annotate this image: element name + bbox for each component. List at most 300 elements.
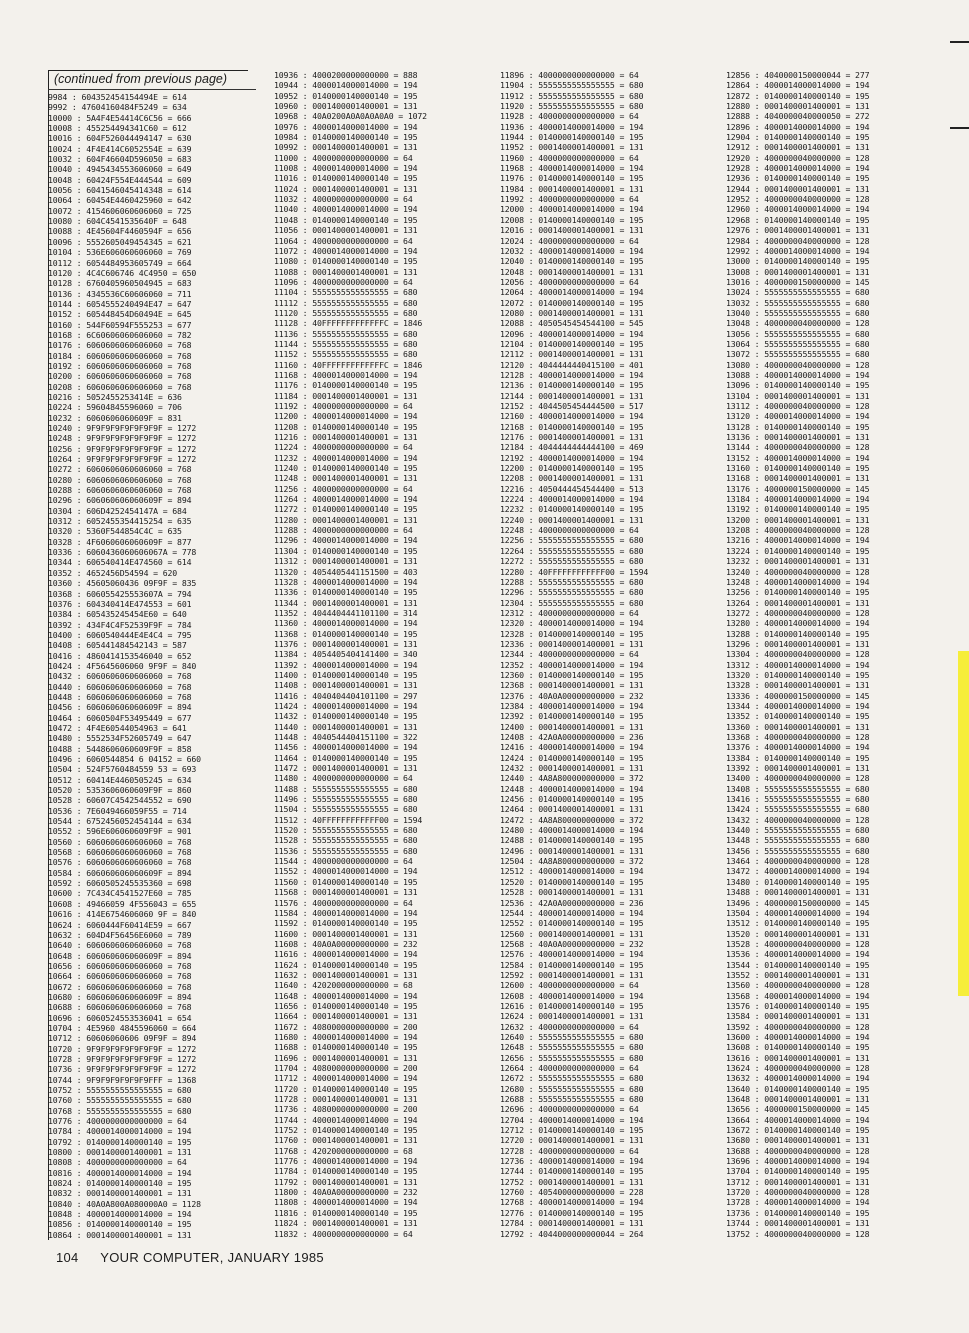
listing-line: 12032 : 4000014000014000 = 194: [500, 245, 644, 256]
listing-line: 13152 : 4000014000014000 = 194: [726, 452, 870, 463]
listing-line: 13368 : 4000000040000000 = 128: [726, 732, 870, 742]
listing-line: 11560 : 0140000140000140 = 195: [274, 876, 418, 887]
listing-line: 10568 : 6060606060606060 = 768: [48, 847, 192, 858]
listing-line: 12272 : 5555555555555555 = 680: [500, 556, 644, 567]
listing-line: 12928 : 4000014000014000 = 194: [726, 163, 870, 174]
listing-line: 11968 : 4000014000014000 = 194: [500, 163, 644, 174]
listing-line: 10216 : 5052455253414E = 636: [48, 391, 182, 402]
listing-line: 12064 : 4000014000014000 = 194: [500, 287, 644, 298]
listing-line: 13344 : 4000014000014000 = 194: [726, 700, 870, 711]
listing-line: 13576 : 0140000140000140 = 195: [726, 1000, 870, 1011]
listing-line: 10088 : 4E45604F4460594F = 656: [48, 226, 192, 237]
listing-line: 12296 : 5555555555555555 = 680: [500, 587, 644, 598]
listing-line: 10016 : 604F526044494147 = 630: [48, 133, 192, 144]
listing-line: 13208 : 4000000040000000 = 128: [726, 525, 870, 536]
listing-line: 13512 : 0140000140000140 = 195: [726, 918, 870, 929]
listing-line: 10712 : 60606060606 09F9F = 894: [48, 1033, 197, 1044]
listing-line: 13400 : 4000000040000000 = 128: [726, 773, 870, 784]
page-footer: [56, 1250, 342, 1265]
listing-line: 12776 : 0140000140000140 = 195: [500, 1207, 644, 1218]
listing-line: 12480 : 4000014000014000 = 194: [500, 825, 644, 836]
listing-line: 12952 : 4000000040000000 = 128: [726, 194, 870, 205]
listing-line: 12680 : 5555555555555555 = 680: [500, 1083, 644, 1094]
listing-line: 12440 : 4A8A800000000000 = 372: [500, 773, 644, 784]
listing-line: 10256 : 9F9F9F9F9F9F9F9F = 1272: [48, 443, 197, 454]
listing-line: 10040 : 4945434553606060 = 649: [48, 164, 192, 175]
listing-line: 12072 : 0140000140000140 = 195: [500, 297, 644, 308]
listing-line: 10144 : 6054555240494E47 = 647: [48, 298, 192, 309]
listing-line: 13680 : 0001400001400001 = 131: [726, 1135, 870, 1146]
listing-line: 11032 : 4000000000000000 = 64: [274, 194, 413, 205]
listing-line: 12656 : 5555555555555555 = 680: [500, 1052, 644, 1063]
listing-line: 10952 : 0140000140000140 = 195: [274, 90, 418, 101]
listing-line: 10592 : 6060505245535360 = 698: [48, 878, 192, 889]
listing-line: 13072 : 5555555555555555 = 680: [726, 349, 870, 360]
listing-line: 13472 : 4000014000014000 = 194: [726, 866, 870, 877]
listing-line: 12432 : 0001400001400001 = 131: [500, 763, 644, 774]
listing-line: 10640 : 6060606060606060 = 768: [48, 940, 192, 951]
listing-line: 11920 : 5555555555555555 = 680: [500, 101, 644, 112]
listing-line: 10544 : 6752456052454144 = 634: [48, 816, 192, 827]
listing-line: 12152 : 4044505454444500 = 517: [500, 401, 644, 411]
listing-line: 11200 : 4000014000014000 = 194: [274, 411, 418, 422]
listing-line: 11952 : 0001400001400001 = 131: [500, 142, 644, 153]
listing-line: 10992 : 0001400001400001 = 131: [274, 142, 418, 153]
listing-line: 12080 : 0001400001400001 = 131: [500, 307, 644, 318]
listing-line: 13416 : 5555555555555555 = 680: [726, 794, 870, 805]
listing-line: 13456 : 5555555555555555 = 680: [726, 845, 870, 856]
listing-line: 10488 : 5448606060609F9F = 858: [48, 743, 192, 754]
listing-line: 10608 : 49466059 4F556043 = 655: [48, 898, 197, 909]
listing-line: 10832 : 0001400001400001 = 131: [48, 1188, 192, 1199]
listing-line: 12616 : 0140000140000140 = 195: [500, 1000, 644, 1011]
listing-line: 12352 : 4000014000014000 = 194: [500, 659, 644, 670]
listing-line: 12536 : 42A0A00000000000 = 236: [500, 897, 644, 908]
listing-line: 10056 : 6041546045414348 = 614: [48, 185, 192, 196]
listing-line: 13392 : 0001400001400001 = 131: [726, 763, 870, 774]
listing-line: 12144 : 0001400001400001 = 131: [500, 390, 644, 401]
listing-line: 12984 : 4000000040000000 = 128: [726, 235, 870, 246]
listing-line: 13272 : 4000000040000000 = 128: [726, 607, 870, 618]
listing-line: 10840 : 40A0A800A080000A0 = 1128: [48, 1198, 201, 1209]
listing-line: 12608 : 4000014000014000 = 194: [500, 990, 644, 1001]
listing-line: 13360 : 0001400001400001 = 131: [726, 721, 870, 732]
listing-line: 13384 : 0140000140000140 = 195: [726, 752, 870, 763]
listing-line: 13080 : 4000000040000000 = 128: [726, 359, 870, 370]
listing-line: 10728 : 9F9F9F9F9F9F9F9F = 1272: [48, 1053, 197, 1064]
listing-line: 12464 : 0001400001400001 = 131: [500, 804, 644, 815]
listing-line: 10600 : 7C434C4541527E60 = 785: [48, 888, 192, 899]
listing-line: 10984 : 0140000140000140 = 195: [274, 132, 418, 143]
listing-line: 11720 : 0140000140000140 = 195: [274, 1083, 418, 1094]
listing-line: 13688 : 4000000040000000 = 128: [726, 1145, 870, 1156]
listing-line: 10656 : 6060606060606060 = 768: [48, 960, 192, 971]
continued-header: (continued from previous page): [48, 70, 256, 90]
listing-lines: [274, 70, 482, 1240]
listing-line: 12544 : 4000014000014000 = 194: [500, 907, 644, 918]
listing-line: 9992 : 47604160484F5249 = 634: [48, 102, 187, 113]
listing-line: 13560 : 4000000040000000 = 128: [726, 980, 870, 991]
listing-line: 13216 : 4000014000014000 = 194: [726, 535, 870, 546]
listing-line: 10064 : 60454E4460425960 = 642: [48, 195, 192, 206]
listing-page: [48, 70, 918, 1240]
listing-line: 12512 : 4000014000014000 = 194: [500, 866, 644, 877]
listing-line: [274, 1239, 482, 1240]
listing-line: 11024 : 0001400001400001 = 131: [274, 183, 418, 194]
page-edge-tick: [950, 127, 969, 129]
listing-line: 12408 : 42A0A00000000000 = 236: [500, 732, 644, 742]
listing-line: 13256 : 0140000140000140 = 195: [726, 587, 870, 598]
listing-line: 11712 : 4000014000014000 = 194: [274, 1073, 418, 1084]
listing-line: 11496 : 5555555555555555 = 680: [274, 794, 418, 805]
listing-line: 11976 : 0140000140000140 = 195: [500, 173, 644, 184]
listing-line: 13744 : 0001400001400001 = 131: [726, 1218, 870, 1229]
listing-line: 13024 : 5555555555555555 = 680: [726, 287, 870, 298]
listing-line: 12792 : 4044000000000044 = 264: [500, 1228, 644, 1239]
listing-line: 12392 : 0140000140000140 = 195: [500, 711, 644, 722]
listing-line: 11800 : 40A0A00000000000 = 232: [274, 1187, 418, 1198]
listing-line: 11352 : 4044404441101100 = 314: [274, 607, 418, 618]
listing-line: 11008 : 4000014000014000 = 194: [274, 163, 418, 174]
listing-line: 10000 : 5A4F4E54414C6C56 = 666: [48, 112, 192, 123]
listing-line: 10808 : 4000000000000000 = 64: [48, 1157, 187, 1168]
listing-line: 10104 : 536E606060606060 = 769: [48, 247, 192, 258]
listing-line: 13624 : 4000000040000000 = 128: [726, 1063, 870, 1073]
listing-line: 11360 : 4000014000014000 = 194: [274, 618, 418, 629]
listing-line: 11280 : 0001400001400001 = 131: [274, 514, 418, 525]
listing-line: 13640 : 0140000140000140 = 195: [726, 1083, 870, 1094]
page-number: 104: [56, 1250, 79, 1265]
listing-line: 10208 : 6060606060606060 = 768: [48, 381, 192, 392]
listing-line: 12000 : 4000014000014000 = 194: [500, 204, 644, 215]
listing-line: 11408 : 0001400001400001 = 131: [274, 680, 418, 691]
listing-line: 11592 : 0140000140000140 = 195: [274, 918, 418, 929]
listing-line: 12416 : 4000014000014000 = 194: [500, 742, 644, 753]
listing-line: 11904 : 5555555555555555 = 680: [500, 80, 644, 91]
listing-line: 10344 : 606540414E474560 = 614: [48, 557, 192, 568]
listing-line: 10080 : 604C4541535640F = 648: [48, 216, 187, 227]
listing-line: 13696 : 4000014000014000 = 194: [726, 1156, 870, 1167]
listing-line: 10816 : 4000014000014000 = 194: [48, 1167, 192, 1178]
listing-line: 13048 : 4000000040000000 = 128: [726, 318, 870, 329]
listing-line: 12384 : 4000014000014000 = 194: [500, 700, 644, 711]
listing-line: 10520 : 5353606060609F9F = 860: [48, 785, 192, 796]
listing-line: 12712 : 0140000140000140 = 195: [500, 1125, 644, 1136]
listing-line: 11440 : 0001400001400001 = 131: [274, 721, 418, 732]
listing-line: 12760 : 4054000000000000 = 228: [500, 1187, 644, 1198]
listing-line: 13192 : 0140000140000140 = 195: [726, 504, 870, 515]
listing-line: 12200 : 0140000140000140 = 195: [500, 463, 644, 474]
listing-line: 10200 : 6060606060606060 = 768: [48, 371, 192, 382]
listing-line: 13648 : 0001400001400001 = 131: [726, 1094, 870, 1105]
listing-line: 10240 : 9F9F9F9F9F9F9F9F = 1272: [48, 423, 197, 433]
listing-line: 12744 : 0140000140000140 = 195: [500, 1166, 644, 1177]
listing-line: 10480 : 5552534F52605749 = 647: [48, 733, 192, 744]
listing-line: 10664 : 6060606060606060 = 768: [48, 971, 192, 982]
listing-line: 12672 : 5555555555555555 = 680: [500, 1073, 644, 1084]
listing-line: 10856 : 0140000140000140 = 195: [48, 1219, 192, 1230]
listing-line: 11632 : 0001400001400001 = 131: [274, 969, 418, 980]
listing-line: 11912 : 5555555555555555 = 680: [500, 90, 644, 101]
listing-line: 11040 : 4000014000014000 = 194: [274, 204, 418, 215]
listing-line: 13200 : 0001400001400001 = 131: [726, 514, 870, 525]
listing-line: 13552 : 0001400001400001 = 131: [726, 969, 870, 980]
listing-line: 10168 : 6C60606060606060 = 782: [48, 329, 192, 340]
listing-line: 12904 : 0140000140000140 = 195: [726, 132, 870, 143]
listing-line: 10336 : 6060436060606067A = 778: [48, 547, 197, 558]
listing-line: 13464 : 4000000040000000 = 128: [726, 856, 870, 867]
listing-line: 12944 : 0001400001400001 = 131: [726, 183, 870, 194]
listing-line: 11552 : 4000014000014000 = 194: [274, 866, 418, 877]
listing-line: 10120 : 4C4C606746 4C4950 = 650: [48, 267, 197, 278]
listing-line: 12488 : 0140000140000140 = 195: [500, 835, 644, 846]
listing-line: 13232 : 0001400001400001 = 131: [726, 556, 870, 567]
listing-line: 12632 : 4000000000000000 = 64: [500, 1021, 639, 1032]
listing-line: 11376 : 0001400001400001 = 131: [274, 638, 418, 649]
listing-line: 12664 : 4000000000000000 = 64: [500, 1063, 639, 1073]
listing-line: 11144 : 5555555555555555 = 680: [274, 338, 418, 349]
listing-line: 13264 : 0001400001400001 = 131: [726, 597, 870, 608]
listing-column-4: [726, 70, 934, 1240]
listing-line: 11192 : 4000000000000000 = 64: [274, 401, 413, 411]
listing-line: 13352 : 0140000140000140 = 195: [726, 711, 870, 722]
listing-line: 10296 : 606060606060609F = 894: [48, 495, 192, 506]
listing-line: 10976 : 4000014000014000 = 194: [274, 121, 418, 132]
listing-line: 9984 : 604352454154494E = 614: [48, 92, 187, 102]
listing-line: 13584 : 0001400001400001 = 131: [726, 1011, 870, 1022]
listing-line: 10528 : 60607C4542544552 = 690: [48, 795, 192, 806]
listing-line: 11304 : 0140000140000140 = 195: [274, 545, 418, 556]
listing-line: 10504 : 524F5760484559 53 = 693: [48, 764, 197, 775]
listing-line: 12496 : 0001400001400001 = 131: [500, 845, 644, 856]
listing-line: 13000 : 0140000140000140 = 195: [726, 256, 870, 267]
listing-line: 13176 : 4000000150000000 = 145: [726, 483, 870, 494]
listing-line: 11640 : 4202000000000000 = 68: [274, 980, 413, 991]
listing-line: 10752 : 5555555555555555 = 680: [48, 1085, 192, 1095]
listing-line: 13160 : 0140000140000140 = 195: [726, 463, 870, 474]
listing-line: 13280 : 4000014000014000 = 194: [726, 618, 870, 629]
listing-line: 10456 : 606060606060609F = 894: [48, 702, 192, 713]
listing-line: 11768 : 4202000000000000 = 68: [274, 1145, 413, 1156]
listing-line: 11312 : 0001400001400001 = 131: [274, 556, 418, 567]
listing-line: 11152 : 5555555555555555 = 680: [274, 349, 418, 360]
listing-line: 10824 : 0140000140000140 = 195: [48, 1178, 192, 1189]
listing-line: 11680 : 4000014000014000 = 194: [274, 1031, 418, 1042]
listing-line: 13712 : 0001400001400001 = 131: [726, 1176, 870, 1187]
listing-line: 12704 : 4000014000014000 = 194: [500, 1114, 644, 1125]
listing-line: 12872 : 0140000140000140 = 195: [726, 90, 870, 101]
listing-line: 13440 : 5555555555555555 = 680: [726, 825, 870, 836]
listing-line: 10672 : 6060606060606060 = 768: [48, 981, 192, 992]
listing-line: 11808 : 4000014000014000 = 194: [274, 1197, 418, 1208]
listing-line: 12560 : 0001400001400001 = 131: [500, 928, 644, 939]
listing-line: 10272 : 6060606060606060 = 768: [48, 464, 192, 475]
listing-line: 11688 : 0140000140000140 = 195: [274, 1042, 418, 1053]
listing-line: 13664 : 4000014000014000 = 194: [726, 1114, 870, 1125]
listing-line: 13328 : 0001400001400001 = 131: [726, 680, 870, 691]
listing-line: 11648 : 4000014000014000 = 194: [274, 990, 418, 1001]
listing-line: 11168 : 4000014000014000 = 194: [274, 369, 418, 380]
listing-line: 12552 : 0140000140000140 = 195: [500, 918, 644, 929]
listing-line: 10400 : 6060540444E4E4C4 = 795: [48, 629, 192, 640]
listing-line: 13144 : 4000000040000000 = 128: [726, 442, 870, 453]
listing-line: 10328 : 4F6060606060609F = 877: [48, 536, 192, 547]
listing-line: 13488 : 0001400001400001 = 131: [726, 887, 870, 898]
listing-line: 10032 : 604F46604D596050 = 683: [48, 154, 192, 165]
listing-line: 11816 : 0140000140000140 = 195: [274, 1207, 418, 1218]
listing-line: 12736 : 4000014000014000 = 194: [500, 1156, 644, 1167]
listing-line: 11672 : 4080000000000000 = 200: [274, 1021, 418, 1032]
listing-line: 10576 : 6060606060606060 = 768: [48, 857, 192, 868]
listing-line: 13448 : 5555555555555555 = 680: [726, 835, 870, 846]
listing-line: 10160 : 544F60594F555253 = 677: [48, 319, 192, 330]
listing-line: 13056 : 5555555555555555 = 680: [726, 328, 870, 339]
listing-line: 11104 : 5555555555555555 = 680: [274, 287, 418, 298]
listing-line: 13504 : 4000014000014000 = 194: [726, 907, 870, 918]
listing-line: 13592 : 4000000040000000 = 128: [726, 1021, 870, 1032]
listing-line: 12752 : 0001400001400001 = 131: [500, 1176, 644, 1187]
listing-line: 12336 : 0001400001400001 = 131: [500, 638, 644, 649]
listing-line: 12320 : 4000014000014000 = 194: [500, 618, 644, 629]
listing-line: 13128 : 0140000140000140 = 195: [726, 421, 870, 432]
listing-line: 13304 : 4000000040000000 = 128: [726, 649, 870, 660]
listing-line: 11824 : 0001400001400001 = 131: [274, 1218, 418, 1229]
listing-line: 13728 : 4000014000014000 = 194: [726, 1197, 870, 1208]
listing-line: 12176 : 0001400001400001 = 131: [500, 432, 644, 443]
listing-line: 11240 : 0140000140000140 = 195: [274, 463, 418, 474]
listing-line: 11344 : 0001400001400001 = 131: [274, 597, 418, 608]
listing-line: 11232 : 4000014000014000 = 194: [274, 452, 418, 463]
listing-line: 10152 : 605448454D60494E = 645: [48, 309, 192, 320]
listing-line: 11992 : 4000000000000000 = 64: [500, 194, 639, 205]
listing-line: 12968 : 0140000140000140 = 195: [726, 214, 870, 225]
listing-line: 13496 : 4000000150000000 = 145: [726, 897, 870, 908]
listing-line: 11424 : 4000014000014000 = 194: [274, 700, 418, 711]
listing-line: 10136 : 4345536C60606060 = 711: [48, 288, 192, 299]
listing-lines: [500, 70, 708, 1240]
listing-line: 11576 : 4000000000000000 = 64: [274, 897, 413, 908]
listing-line: 10760 : 5555555555555555 = 680: [48, 1095, 192, 1106]
listing-line: 13568 : 4000014000014000 = 194: [726, 990, 870, 1001]
listing-line: 13656 : 4000000150000000 = 145: [726, 1104, 870, 1115]
listing-line: 11736 : 4080000000000000 = 200: [274, 1104, 418, 1115]
listing-line: 12568 : 40A0A00000000000 = 232: [500, 938, 644, 949]
listing-line: 11944 : 0140000140000140 = 195: [500, 132, 644, 143]
listing-line: 13600 : 4000014000014000 = 194: [726, 1031, 870, 1042]
listing-line: 10784 : 4000014000014000 = 194: [48, 1126, 192, 1137]
listing-line: 12888 : 4040000040000050 = 272: [726, 111, 870, 122]
listing-line: 11216 : 0001400001400001 = 131: [274, 432, 418, 443]
listing-line: 12088 : 4050545454544100 = 545: [500, 318, 644, 329]
listing-line: 11184 : 0001400001400001 = 131: [274, 390, 418, 401]
listing-line: 11760 : 0001400001400001 = 131: [274, 1135, 418, 1146]
listing-line: 13040 : 5555555555555555 = 680: [726, 307, 870, 318]
listing-line: 10464 : 6060504F53495449 = 677: [48, 712, 192, 723]
listing-line: 11480 : 4000000000000000 = 64: [274, 773, 413, 784]
listing-line: 11504 : 5555555555555555 = 680: [274, 804, 418, 815]
listing-line: 12256 : 5555555555555555 = 680: [500, 535, 644, 546]
listing-line: 10448 : 6060606060606060 = 768: [48, 691, 192, 702]
listing-line: 10768 : 5555555555555555 = 680: [48, 1105, 192, 1116]
listing-line: 11984 : 0001400001400001 = 131: [500, 183, 644, 194]
listing-line: 12880 : 0001400001400001 = 131: [726, 101, 870, 112]
listing-line: 10192 : 6060606060606060 = 768: [48, 360, 192, 371]
listing-line: 10648 : 606060606060609F = 894: [48, 950, 192, 961]
listing-line: 12112 : 0001400001400001 = 131: [500, 349, 644, 360]
listing-line: 10264 : 9F9F9F9F9F9F9F9F = 1272: [48, 454, 197, 465]
listing-line: 13008 : 0001400001400001 = 131: [726, 266, 870, 277]
listing-line: 10680 : 606060606060609F = 894: [48, 991, 192, 1002]
listing-line: 10416 : 4860414153546040 = 652: [48, 650, 192, 661]
listing-line: 11048 : 0140000140000140 = 195: [274, 214, 418, 225]
listing-line: 11056 : 0001400001400001 = 131: [274, 225, 418, 236]
listing-line: 11296 : 4000014000014000 = 194: [274, 535, 418, 546]
listing-line: 11832 : 4000000000000000 = 64: [274, 1228, 413, 1239]
listing-line: 11336 : 0140000140000140 = 195: [274, 587, 418, 598]
listing-line: 10312 : 6052455354415254 = 635: [48, 516, 192, 527]
listing-line: 10512 : 60414E4460505245 = 634: [48, 774, 192, 785]
listing-line: 10408 : 605441484542143 = 587: [48, 640, 187, 651]
listing-line: 10232 : 6060606060609F = 831: [48, 412, 182, 423]
listing-line: 12720 : 0001400001400001 = 131: [500, 1135, 644, 1146]
listing-line: 12048 : 0001400001400001 = 131: [500, 266, 644, 277]
page-edge-tick: [950, 41, 969, 43]
listing-line: 11512 : 40FFFFFFFFFFFF00 = 1594: [274, 814, 423, 825]
listing-line: 11080 : 0140000140000140 = 195: [274, 256, 418, 267]
listing-line: 11616 : 4000014000014000 = 194: [274, 949, 418, 960]
listing-line: 12976 : 0001400001400001 = 131: [726, 225, 870, 236]
listing-line: 12368 : 0001400001400001 = 131: [500, 680, 644, 691]
listing-line: 10552 : 596E606060609F9F = 901: [48, 826, 192, 837]
listing-line: 10584 : 606060606060609F = 894: [48, 867, 192, 878]
listing-line: 10624 : 6060444F60414E59 = 667: [48, 919, 192, 930]
listing-line: 12104 : 0140000140000140 = 195: [500, 338, 644, 349]
listing-line: 10944 : 4000014000014000 = 194: [274, 80, 418, 91]
listing-line: 12160 : 4000014000014000 = 194: [500, 411, 644, 422]
listing-line: 12136 : 0140000140000140 = 195: [500, 380, 644, 391]
listing-line: 12648 : 5555555555555555 = 680: [500, 1042, 644, 1053]
listing-line: 12056 : 4000000000000000 = 64: [500, 276, 639, 287]
listing-column-3: [500, 70, 708, 1240]
listing-line: 11936 : 4000014000014000 = 194: [500, 121, 644, 132]
listing-line: 13184 : 4000014000014000 = 194: [726, 494, 870, 505]
listing-line: 13480 : 0140000140000140 = 195: [726, 876, 870, 887]
listing-line: 12096 : 4000014000014000 = 194: [500, 328, 644, 339]
listing-line: 13424 : 5555555555555555 = 680: [726, 804, 870, 815]
listing-line: 13296 : 0001400001400001 = 131: [726, 638, 870, 649]
listing-line: 12448 : 4000014000014000 = 194: [500, 783, 644, 794]
listing-line: 11096 : 4000000000000000 = 64: [274, 276, 413, 287]
listing-line: 12280 : 40FFFFFFFFFFFF00 = 1594: [500, 566, 649, 577]
listing-line: 10776 : 4000000000000000 = 64: [48, 1116, 187, 1127]
listing-line: 11704 : 4080000000000000 = 200: [274, 1063, 418, 1073]
listing-line: 11136 : 5555555555555555 = 680: [274, 328, 418, 339]
listing-line: 12696 : 4000000000000000 = 64: [500, 1104, 639, 1115]
listing-line: 12120 : 4044444440415100 = 401: [500, 359, 644, 370]
listing-line: 12864 : 4000014000014000 = 194: [726, 80, 870, 91]
listing-line: 13016 : 4000000150000000 = 145: [726, 276, 870, 287]
listing-line: 13136 : 0001400001400001 = 131: [726, 432, 870, 443]
listing-line: 10440 : 6060606060606060 = 768: [48, 681, 192, 692]
listing-line: 12856 : 4040000150000044 = 277: [726, 70, 870, 80]
listing-line: 10360 : 45605060436 09F9F = 835: [48, 578, 197, 589]
listing-line: 11384 : 4054405404141400 = 340: [274, 649, 418, 660]
listing-line: 10392 : 434F4C4F52539F9F = 784: [48, 619, 192, 630]
listing-line: 10744 : 9F9F9F9F9F9F9FFF = 1368: [48, 1074, 197, 1085]
listing-line: 11456 : 4000014000014000 = 194: [274, 742, 418, 753]
listing-line: 12024 : 4000000000000000 = 64: [500, 235, 639, 246]
listing-line: 13720 : 4000000040000000 = 128: [726, 1187, 870, 1198]
